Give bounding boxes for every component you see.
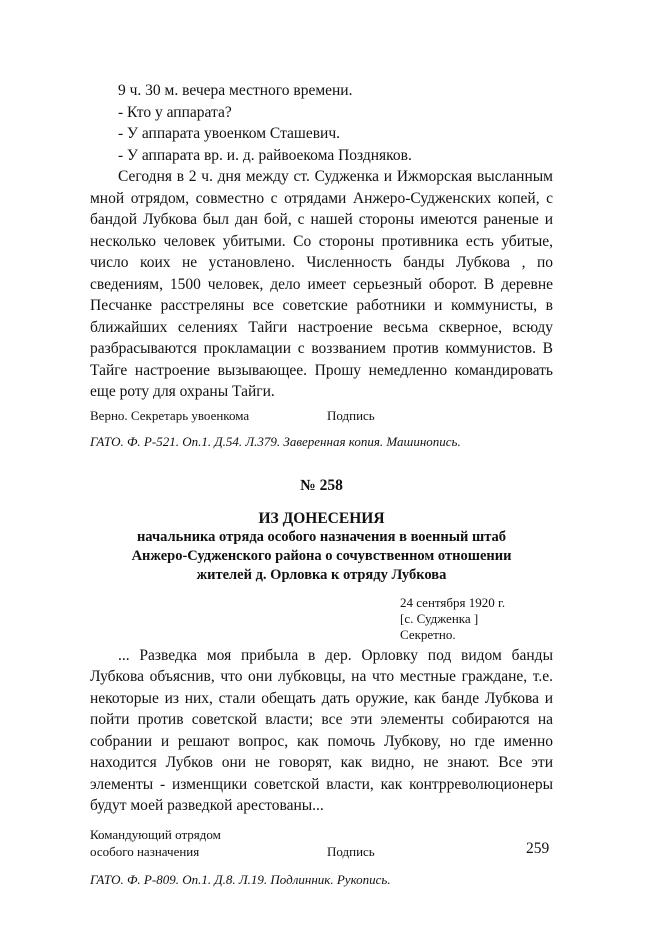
time-line: 9 ч. 30 м. вечера местного времени. — [118, 82, 353, 99]
document-place: [с. Судженка ] — [400, 610, 479, 626]
signature-mark: Подпись — [327, 843, 375, 859]
signature-block — [90, 826, 553, 860]
signature-line — [90, 407, 553, 425]
archive-reference: ГАТО. Ф. Р-521. Оп.1. Д.54. Л.379. Заверенная копия. Машинопись. — [90, 433, 461, 449]
document-date: 24 сентября 1920 г. — [400, 594, 506, 610]
document-subheading-line: Анжеро-Судженского района о сочувственном отношении — [131, 547, 512, 564]
dialogue-line: - Кто у аппарата? — [118, 103, 232, 121]
signature-title: Командующий отрядом — [90, 826, 221, 842]
signature-title: Верно. Секретарь увоенкома — [90, 407, 250, 423]
dialogue-line: - У аппарата увоенком Сташевич. — [118, 125, 341, 142]
document-classification: Секретно. — [400, 626, 456, 642]
document-subheading-line: начальника отряда особого назначения в военный штаб — [136, 528, 507, 545]
document-subheading-line: жителей д. Орловка к отряду Лубкова — [196, 566, 447, 583]
dialogue-line: - У аппарата вр. и. д. райвоекома Поздняков. — [118, 146, 412, 164]
archive-reference: ГАТО. Ф. Р-809. Оп.1. Д.8. Л.19. Подлинник. Рукопись. — [90, 871, 391, 887]
report-body: ... Разведка моя прибыла в дер. Орловку под видом банды Лубкова объяснив, что они лубковцы, на что местные граждане, т.е. некоторые из них, стали обещать дать оружие, как банде Лубкова и пойти против советской власти; все эти элементы собираются на собрании и решают вопрос, как помочь Лубкову, но где именно находится Лубков они не говорят, как видно, не знают. Все эти элементы - изменщики советской власти, как контрреволюционеры будут моей разведкой арестованы... — [90, 646, 553, 814]
signature-mark: Подпись — [327, 407, 375, 423]
signature-title: особого назначения — [90, 843, 200, 859]
document-heading: ИЗ ДОНЕСЕНИЯ — [258, 509, 385, 527]
page-number: 259 — [526, 840, 550, 857]
date-block — [400, 595, 553, 643]
document-number: № 258 — [300, 476, 343, 494]
document-page — [90, 80, 553, 889]
report-body: Сегодня в 2 ч. дня между ст. Судженка и Ижморская высланным мной отрядом, совместно с отрядами Анжеро-Судженских копей, с бандой Лубкова был дан бой, с нашей стороны имеются раненые и несколько человек убитыми. Со стороны противника есть убитые, число коих не установлено. Численность банды Лубкова , по сведениям, 1500 человек, дело имеет серьезный оборот. В деревне Песчанке расстреляны все советские работники и коммунисты, в ближайших селениях Тайги настроение весьма скверное, всюду разбрасываются прокламации с воззванием против коммунистов. В Тайге настроение вызывающее. Прошу немедленно командировать еще роту для охраны Тайги. — [90, 168, 553, 400]
